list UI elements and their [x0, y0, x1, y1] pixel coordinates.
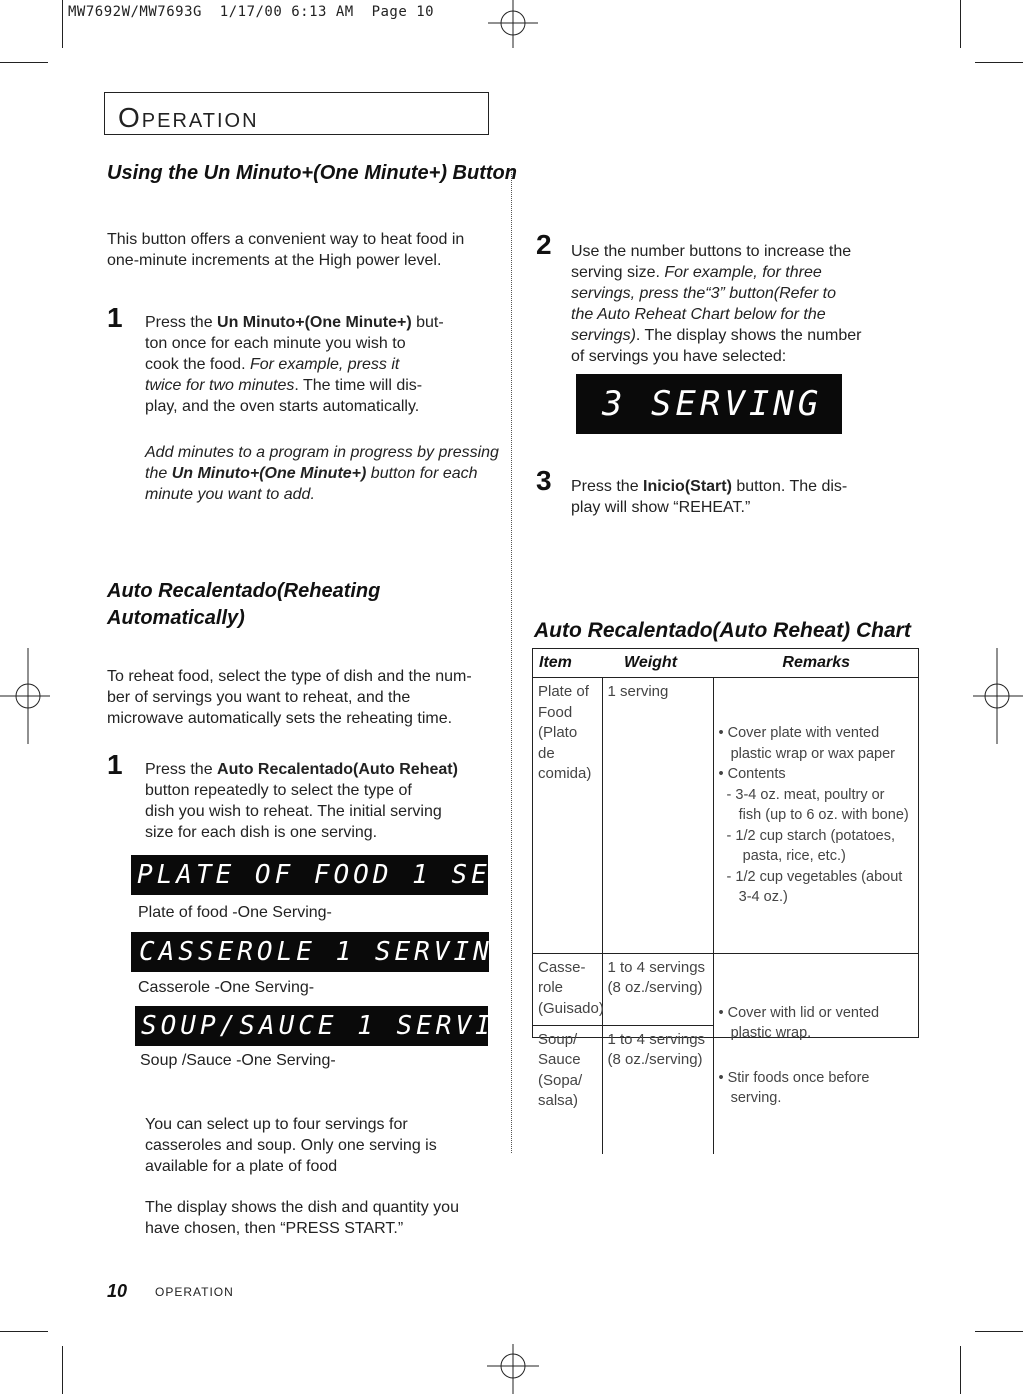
- section-title: OPERATION: [118, 102, 259, 133]
- auto-reheat-step-1: Press the Auto Recalentado(Auto Reheat) button repeatedly to select the type of dish you wish to reheat. The initial serving size for each dish is one serving.: [145, 761, 458, 841]
- step-number: 3: [536, 465, 552, 496]
- registration-mark-icon: [488, 0, 538, 50]
- display-casserole: CASSEROLE 1 SERVING: [131, 932, 489, 972]
- display-note: The display shows the dish and quantity you have chosen, then “PRESS START.”: [145, 1199, 459, 1237]
- crop-mark: [960, 0, 961, 48]
- one-minute-step-1: Press the Un Minuto+(One Minute+) but- ton once for each minute you wish to cook the food. For example, press it twice for two minutes. The time will dis- play, and the oven starts automatically.: [145, 314, 444, 415]
- item-cell: Plate of Food (Plato de comida): [533, 678, 602, 954]
- column-header: Remarks: [713, 649, 918, 678]
- chart-title: Auto Recalentado(Auto Reheat) Chart: [534, 619, 911, 642]
- display-caption: Plate of food -One Serving-: [138, 904, 332, 921]
- footer-section-label: OPERATION: [155, 1285, 234, 1299]
- display-soup-sauce: SOUP/SAUCE 1 SERVING: [135, 1006, 488, 1046]
- display-caption: Casserole -One Serving-: [138, 979, 315, 996]
- weight-cell: 1 serving: [602, 678, 713, 954]
- crop-mark: [975, 62, 1023, 63]
- step-number: 1: [107, 749, 123, 780]
- remarks-cell: • Cover with lid or vented plastic wrap. • Stir foods once before serving.: [718, 1004, 880, 1106]
- column-divider: [511, 168, 512, 1153]
- reheat-step-2: Use the number buttons to increase the serving size. For example, for three servings, press the“3” button(Refer to the Auto Reheat Chart below for the servings). The display shows the number of servings you have selected:: [571, 243, 862, 365]
- item-cell: Casse- role (Guisado): [533, 953, 602, 1025]
- registration-mark-icon: [973, 646, 1023, 746]
- weight-cell: 1 to 4 servings (8 oz./serving): [602, 1025, 713, 1154]
- one-minute-heading: Using the Un Minuto+(One Minute+) Button: [107, 162, 517, 184]
- one-minute-note: Add minutes to a program in progress by pressing the Un Minuto+(One Minute+) button for each minute you want to add.: [145, 444, 499, 503]
- weight-cell: 1 to 4 servings (8 oz./serving): [602, 953, 713, 1025]
- chart-table: [533, 649, 918, 1154]
- crop-mark: [62, 0, 63, 48]
- servings-note: You can select up to four servings for casseroles and soup. Only one serving is available for a plate of food: [145, 1116, 437, 1175]
- step-number: 2: [536, 229, 552, 260]
- step-number: 1: [107, 302, 123, 333]
- registration-mark-icon: [487, 1344, 539, 1394]
- auto-reheat-chart: [532, 648, 919, 1109]
- column-header: Item: [533, 649, 602, 678]
- display-plate-of-food: PLATE OF FOOD 1 SERVING: [131, 855, 488, 895]
- one-minute-intro: This button offers a convenient way to heat food in one-minute increments at the High power level.: [107, 231, 465, 269]
- reheat-step-3: Press the Inicio(Start) button. The dis- play will show “REHEAT.”: [571, 478, 848, 516]
- auto-reheat-intro: To reheat food, select the type of dish and the num- ber of servings you want to reheat, and the microwave automatically sets the reheating time.: [107, 668, 472, 727]
- display-servings: 3 SERVING: [576, 374, 842, 434]
- registration-mark-icon: [0, 646, 50, 746]
- crop-mark: [960, 1346, 961, 1394]
- remarks-cell: • Cover plate with vented plastic wrap or wax paper • Contents - 3-4 oz. meat, poultry or fish (up to 6 oz. with bone) - 1/2 cup starch (potatoes, pasta, rice, etc.) - 1/2 cup vegetables (about 3-4 oz.): [713, 678, 918, 954]
- display-caption: Soup /Sauce -One Serving-: [140, 1052, 336, 1069]
- crop-mark: [0, 1331, 48, 1332]
- crop-mark: [975, 1331, 1023, 1332]
- crop-mark: [0, 62, 48, 63]
- item-cell: Soup/ Sauce (Sopa/ salsa): [533, 1025, 602, 1154]
- crop-mark: [62, 1346, 63, 1394]
- column-header: Weight: [602, 649, 713, 678]
- auto-reheat-heading: Auto Recalentado(Reheating Automatically): [107, 580, 381, 629]
- print-slug: MW7692W/MW7693G 1/17/00 6:13 AM Page 10: [68, 4, 435, 20]
- page-number: 10: [107, 1281, 128, 1301]
